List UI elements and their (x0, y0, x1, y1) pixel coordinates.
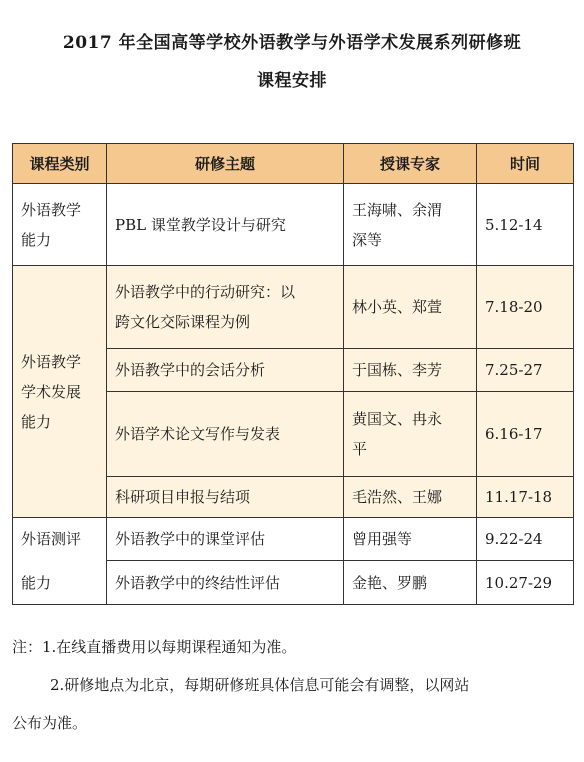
expert-cell (344, 266, 477, 349)
time-cell: 5.12-14 (477, 184, 574, 266)
expert-cell (344, 518, 477, 561)
expert-line: 黄国文、冉永 (352, 410, 443, 428)
category-line: 外语测评 (21, 530, 82, 548)
page-title: 2017 年全国高等学校外语教学与外语学术发展系列研修班 (62, 33, 522, 53)
topic-cell (107, 184, 344, 266)
expert-line: 于国栋、李芳 (352, 361, 443, 379)
category-cell (13, 184, 107, 266)
time-cell: 10.27-29 (477, 561, 574, 605)
header-time: 时间 (477, 144, 574, 184)
category-line: 能力 (21, 412, 52, 431)
category-line: 学术发展 (21, 382, 82, 401)
table-header-row (13, 144, 574, 184)
category-line: 能力 (21, 230, 52, 249)
topic-line: 外语学术论文写作与发表 (115, 425, 281, 443)
table-row (13, 266, 574, 349)
expert-line: 王海啸、余渭 (352, 200, 443, 219)
note-line: 2.研修地点为北京，每期研修班具体信息可能会有调整，以网站 (50, 676, 470, 694)
table-row (13, 518, 574, 561)
expert-cell (344, 349, 477, 392)
expert-line: 曾用强等 (352, 530, 413, 548)
topic-cell (107, 561, 344, 605)
topic-line: 外语教学中的行动研究：以 (115, 283, 296, 301)
topic-line: 外语教学中的终结性评估 (115, 573, 281, 592)
page-subtitle: 课程安排 (257, 71, 327, 91)
topic-line: 跨文化交际课程为例 (115, 313, 251, 331)
category-cell (13, 266, 107, 518)
note-line: 注：1.在线直播费用以每期课程通知为准。 (12, 638, 297, 656)
note-line: 公布为准。 (12, 714, 88, 732)
time-cell: 7.25-27 (477, 349, 574, 392)
time-cell: 9.22-24 (477, 518, 574, 561)
topic-cell (107, 518, 344, 561)
table-row (13, 184, 574, 266)
topic-line: 科研项目申报与结项 (115, 488, 251, 506)
topic-cell (107, 392, 344, 477)
header-topic: 研修主题 (107, 144, 344, 184)
notes (12, 628, 572, 742)
expert-line: 金艳、罗鹏 (352, 573, 428, 592)
topic-line: 外语教学中的会话分析 (115, 361, 266, 379)
time-cell: 6.16-17 (477, 392, 574, 477)
expert-cell (344, 184, 477, 266)
expert-line: 平 (352, 440, 368, 458)
header-category: 课程类别 (13, 144, 107, 184)
expert-line: 深等 (352, 230, 383, 249)
time-cell: 11.17-18 (477, 477, 574, 518)
expert-line: 毛浩然、王娜 (352, 488, 443, 506)
expert-cell (344, 561, 477, 605)
category-line: 能力 (21, 574, 52, 592)
topic-cell (107, 266, 344, 349)
category-line: 外语教学 (21, 200, 82, 219)
expert-cell (344, 392, 477, 477)
topic-cell (107, 349, 344, 392)
expert-cell (344, 477, 477, 518)
header-expert: 授课专家 (344, 144, 477, 184)
topic-cell (107, 477, 344, 518)
topic-line: 外语教学中的课堂评估 (115, 530, 266, 548)
topic-line: PBL 课堂教学设计与研究 (115, 215, 286, 234)
category-line: 外语教学 (21, 352, 82, 371)
category-cell (13, 518, 107, 605)
schedule-table (12, 143, 574, 605)
expert-line: 林小英、郑萱 (352, 298, 443, 316)
time-cell: 7.18-20 (477, 266, 574, 349)
